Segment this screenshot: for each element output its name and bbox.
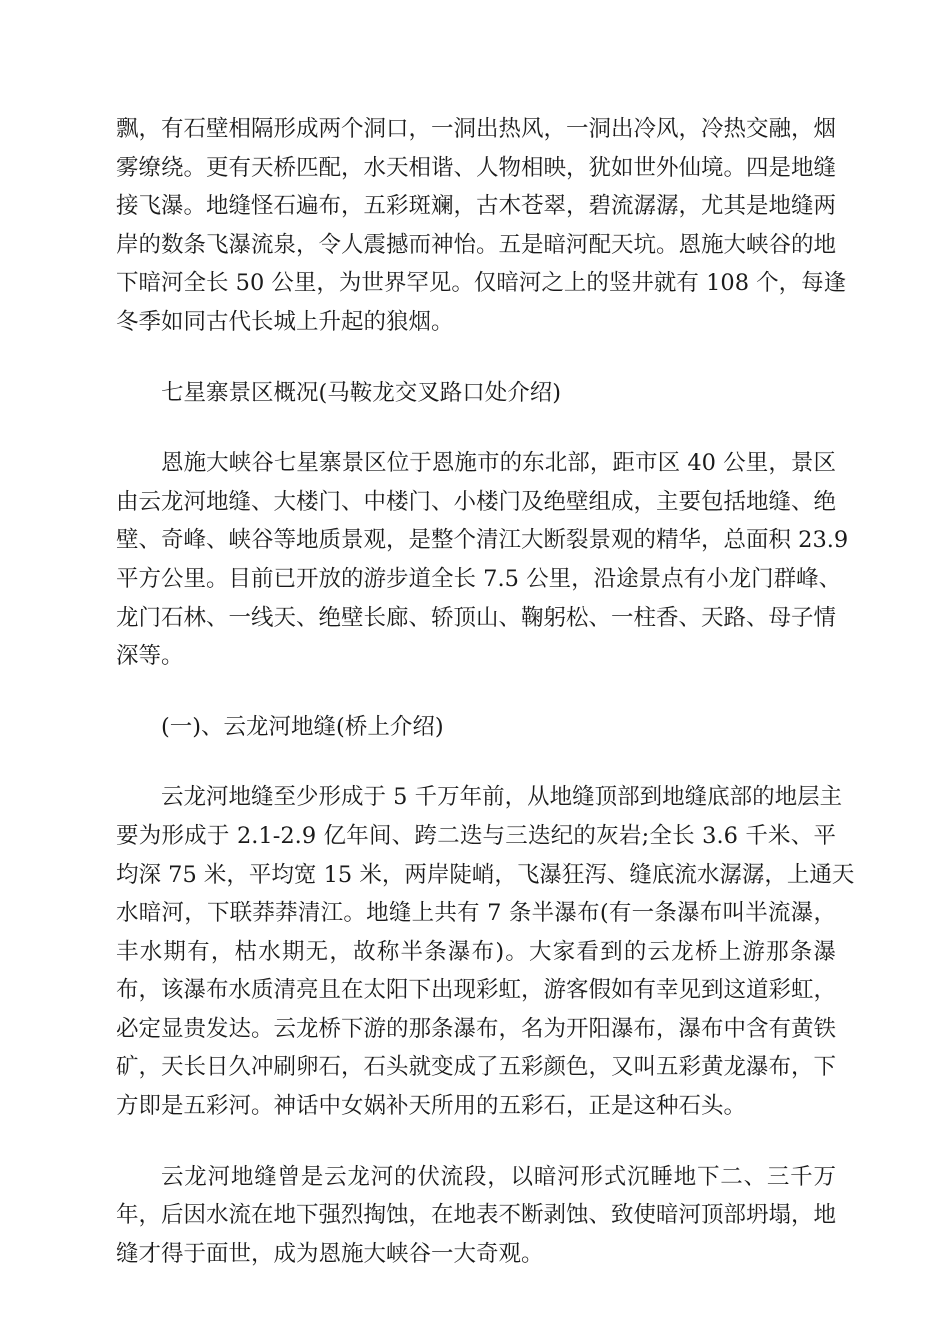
text-line: 布，该瀑布水质清亮且在太阳下出现彩虹，游客假如有幸见到这道彩虹，	[116, 977, 837, 1004]
paragraph-continuation	[116, 110, 847, 342]
text-line: 恩施大峡谷七星寨景区位于恩施市的东北部，距市区 40 公里，景区	[161, 450, 836, 477]
paragraph-gap	[116, 1126, 836, 1158]
text-line: 缝才得于面世，成为恩施大峡谷一大奇观。	[116, 1240, 544, 1267]
text-line: 龙门石林、一线天、绝壁长廊、轿顶山、鞠躬松、一柱香、天路、母子情	[116, 604, 837, 631]
paragraph-gap	[116, 342, 836, 374]
paragraph-gap	[116, 412, 836, 444]
text-line: 要为形成于 2.1-2.9 亿年间、跨二迭与三迭纪的灰岩;全长 3.6 千米、平	[116, 822, 836, 849]
text-line: 下暗河全长 50 公里，为世界罕见。仅暗河之上的竖井就有 108 个，每逢	[116, 270, 847, 297]
text-line: 必定显贵发达。云龙桥下游的那条瀑布，名为开阳瀑布，瀑布中含有黄铁	[116, 1015, 837, 1042]
text-line: 丰水期有，枯水期无，故称半条瀑布)。大家看到的云龙桥上游那条瀑	[116, 938, 836, 965]
text-line: 由云龙河地缝、大楼门、中楼门、小楼门及绝壁组成，主要包括地缝、绝	[116, 488, 837, 515]
section-heading-qixingzhai	[116, 374, 836, 413]
text-line: 水暗河，下联莽莽清江。地缝上共有 7 条半瀑布(有一条瀑布叫半流瀑，	[116, 900, 836, 927]
text-line: 岸的数条飞瀑流泉，令人震撼而神怡。五是暗河配天坑。恩施大峡谷的地	[116, 231, 837, 258]
text-line: 年，后因水流在地下强烈掏蚀，在地表不断剥蚀、致使暗河顶部坍塌，地	[116, 1202, 837, 1229]
text-line: 矿，天长日久冲刷卵石，石头就变成了五彩颜色，又叫五彩黄龙瀑布，下	[116, 1054, 837, 1081]
text-line: 平方公里。目前已开放的游步道全长 7.5 公里，沿途景点有小龙门群峰、	[116, 565, 842, 592]
text-line: 飘，有石壁相隔形成两个洞口，一洞出热风，一洞出冷风，冷热交融，烟	[116, 116, 837, 142]
text-line: 冬季如同古代长城上升起的狼烟。	[116, 308, 454, 335]
paragraph-yunlonghe-description	[116, 778, 855, 1125]
paragraph-gap	[116, 746, 836, 778]
text-line: 深等。	[116, 643, 184, 670]
text-line: 壁、奇峰、峡谷等地质景观，是整个清江大断裂景观的精华，总面积 23.9	[116, 527, 849, 554]
paragraph-yunlonghe-history	[116, 1158, 836, 1274]
text-line: 方即是五彩河。神话中女娲补天所用的五彩石，正是这种石头。	[116, 1093, 747, 1120]
heading-text: 七星寨景区概况(马鞍龙交叉路口处介绍)	[161, 379, 562, 406]
text-line: 云龙河地缝至少形成于 5 千万年前，从地缝顶部到地缝底部的地层主	[161, 784, 843, 811]
paragraph-gap	[116, 676, 836, 708]
text-line: 雾缭绕。更有天桥匹配，水天相谐、人物相映，犹如世外仙境。四是地缝	[116, 154, 837, 181]
heading-text: (一)、云龙河地缝(桥上介绍)	[161, 713, 444, 740]
document-body	[116, 110, 855, 1273]
section-heading-yunlonghe	[116, 708, 836, 747]
paragraph-qixingzhai-overview	[116, 444, 849, 676]
text-line: 云龙河地缝曾是云龙河的伏流段，以暗河形式沉睡地下二、三千万	[161, 1163, 836, 1190]
text-line: 均深 75 米，平均宽 15 米，两岸陡峭，飞瀑狂泻、缝底流水潺潺，上通天	[116, 861, 855, 888]
text-line: 接飞瀑。地缝怪石遍布，五彩斑斓，古木苍翠，碧流潺潺，尤其是地缝两	[116, 193, 837, 220]
